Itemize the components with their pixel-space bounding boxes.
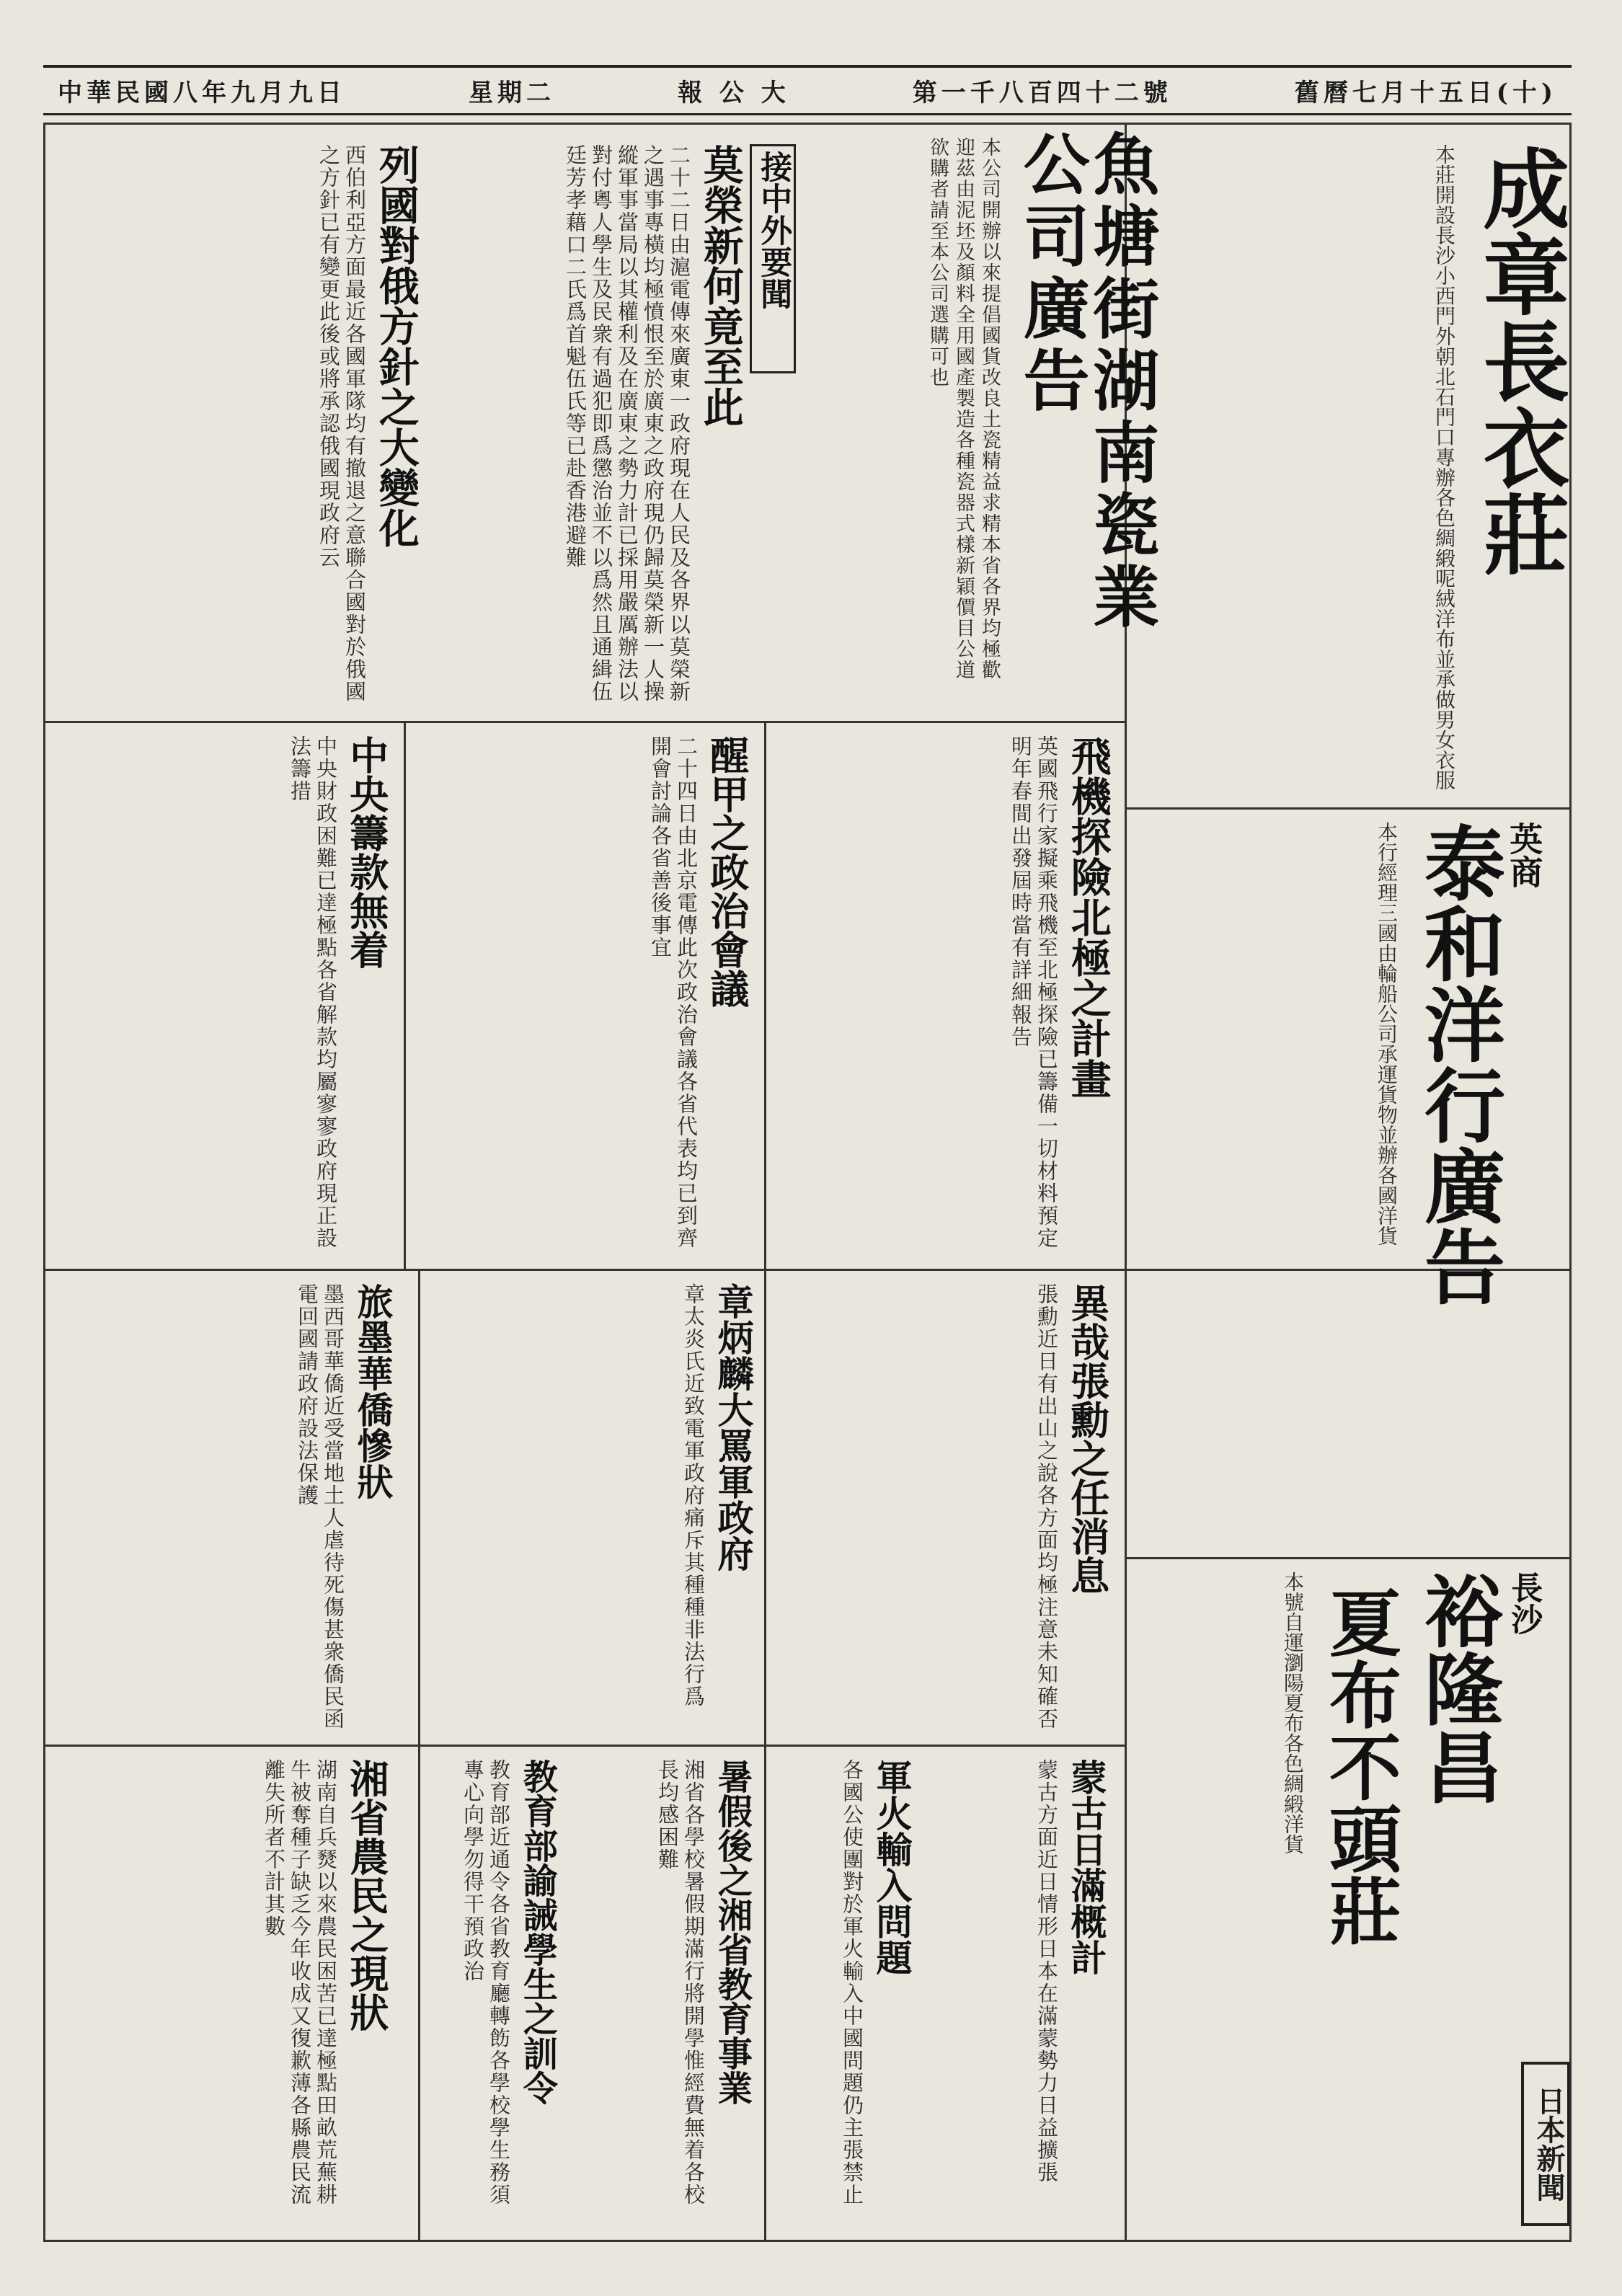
ad-seal: 日本新聞 xyxy=(1521,2062,1570,2226)
headline-hunan-education: 暑假後之湘省教育事業 xyxy=(712,1759,753,2105)
ad-yulongchang-text: 本號自運瀏陽夏布各色綢緞洋貨 xyxy=(1281,1572,1305,1854)
banner-ad-title: 魚塘街湖南瓷業公司廣告 xyxy=(1012,130,1161,634)
masthead-date: 中華民國八年九月九日 xyxy=(58,79,346,107)
headline-political-conference: 醒甲之政治會議 xyxy=(704,735,750,1008)
ad-taihe-text: 本行經理三國由輪船公司承運貨物並辦各國洋貨 xyxy=(1375,822,1399,1246)
divider-ad-2 xyxy=(1125,1557,1572,1559)
article-mexico-chinese: 墨西哥華僑近受當地土人虐待死傷甚衆僑民函電回國請政府設法保護 xyxy=(295,1283,345,1730)
headline-russia-policy: 列國對俄方針之大變化 xyxy=(372,144,420,548)
ad-yulongchang-product: 夏布不頭莊 xyxy=(1317,1586,1402,1946)
article-hunan-education: 湘省各學校暑假期滿行將開學惟經費無着各校長均感困難 xyxy=(655,1759,706,2206)
article-russia-policy: 西伯利亞方面最近各國軍隊均有撤退之意聯合國對於俄國之方針已有變更此後或將承認俄國現政府云 xyxy=(316,144,367,703)
article-mongolia: 蒙古方面近日情形日本在滿蒙勢力日益擴張 xyxy=(1034,1759,1059,2184)
headline-arms-import: 軍火輸入問題 xyxy=(870,1759,913,1975)
article-arms-import: 各國公使團對於軍火輸入中國問題仍主張禁止 xyxy=(840,1759,864,2206)
headline-zhang-xun: 異哉張勳之任消息 xyxy=(1064,1283,1111,1595)
divider-band-1 xyxy=(43,721,1125,723)
ad-yulongchang-tag: 長沙 xyxy=(1505,1572,1543,1635)
masthead-weekday: 星期二 xyxy=(469,79,556,107)
article-zhang-binglin: 章太炎氏近致電軍政府痛斥其種種非法行爲 xyxy=(681,1283,706,1708)
ad-taihe-title: 泰和洋行廣告 xyxy=(1411,822,1506,1306)
headline-mexico-chinese: 旅墨華僑慘狀 xyxy=(351,1283,394,1499)
ad-taihe-tag: 英商 xyxy=(1504,822,1544,888)
headline-mo-rongxin: 莫榮新何竟至此 xyxy=(696,144,745,427)
headline-central-funds: 中央籌款無着 xyxy=(343,735,390,969)
headline-mongolia: 蒙古日滿概計 xyxy=(1065,1759,1108,1975)
divider-ad-1 xyxy=(1125,807,1572,810)
headline-education-ministry: 教育部諭誡學生之訓令 xyxy=(517,1759,558,2105)
article-mo-rongxin: 二十二日由滬電傳來廣東一政府現在人民及各界以莫榮新之遇事專橫均極憤恨至於廣東之政府現仍歸莫榮新一人操縱軍事當局以其權利及在廣東之勢力計已採用嚴厲辦法以對付粵人學生及民衆有過犯即爲懲治並不以爲然且通緝伍廷芳孝藉口二氏爲首魁伍氏等已赴香港避難 xyxy=(563,144,691,703)
divider-middle-1 xyxy=(404,721,406,1269)
headline-hunan-farmers: 湘省農民之現狀 xyxy=(343,1759,390,2031)
ad-yulongchang-title: 裕隆昌 xyxy=(1411,1572,1502,1805)
article-arctic-flight: 英國飛行家擬乘飛機至北極探險已籌備一切材料預定明年春間出發屆時當有詳細報告 xyxy=(1009,735,1059,1249)
headline-arctic-flight: 飛機探險北極之計畫 xyxy=(1064,735,1112,1099)
masthead-issue-number: 第一千八百四十二號 xyxy=(912,79,1172,107)
article-education-ministry: 教育部近通令各省教育廳轉飭各學校學生務須專心向學勿得干預政治 xyxy=(461,1759,511,2206)
masthead-lunar-date: 舊曆七月十五日(十) xyxy=(1294,79,1557,107)
headline-zhang-binglin: 章炳麟大罵軍政府 xyxy=(712,1283,755,1572)
ad-chengzhang-clothing-title: 成章長衣莊 xyxy=(1468,144,1571,577)
masthead-paper-name: 報 公 大 xyxy=(678,79,790,107)
divider-middle-2 xyxy=(764,721,766,1269)
masthead xyxy=(43,65,1572,115)
section-header-foreign-news: 接中外要聞 xyxy=(750,144,796,373)
ad-chengzhang-clothing-text: 本莊開設長沙小西門外朝北石門口專辦各色綢緞呢絨洋布並承做男女衣服 xyxy=(1432,144,1456,790)
divider-band-3 xyxy=(43,1745,1125,1747)
article-zhang-xun: 張勳近日有出山之說各方面均極注意未知確否 xyxy=(1034,1283,1059,1730)
article-hunan-farmers: 湖南自兵燹以來農民困苦已達極點田畝荒蕪耕牛被奪種子缺乏今年收成又復歉薄各縣農民流離失所者不計其數 xyxy=(262,1759,338,2206)
divider-lower-1 xyxy=(418,1269,420,2242)
divider-lower-2 xyxy=(764,1269,766,2242)
article-political-conference: 二十四日由北京電傳此次政治會議各省代表均已到齊開會討論各省善後事宜 xyxy=(648,735,699,1249)
article-central-funds: 中央財政困難已達極點各省解款均屬寥寥政府現正設法籌措 xyxy=(288,735,338,1249)
banner-ad-text: 本公司開辦以來提倡國貨改良土瓷精益求精本省各界均極歡迎茲由泥坯及顏料全用國產製造各種瓷器式樣新穎價目公道欲購者請至本公司選購可也 xyxy=(926,137,1001,681)
